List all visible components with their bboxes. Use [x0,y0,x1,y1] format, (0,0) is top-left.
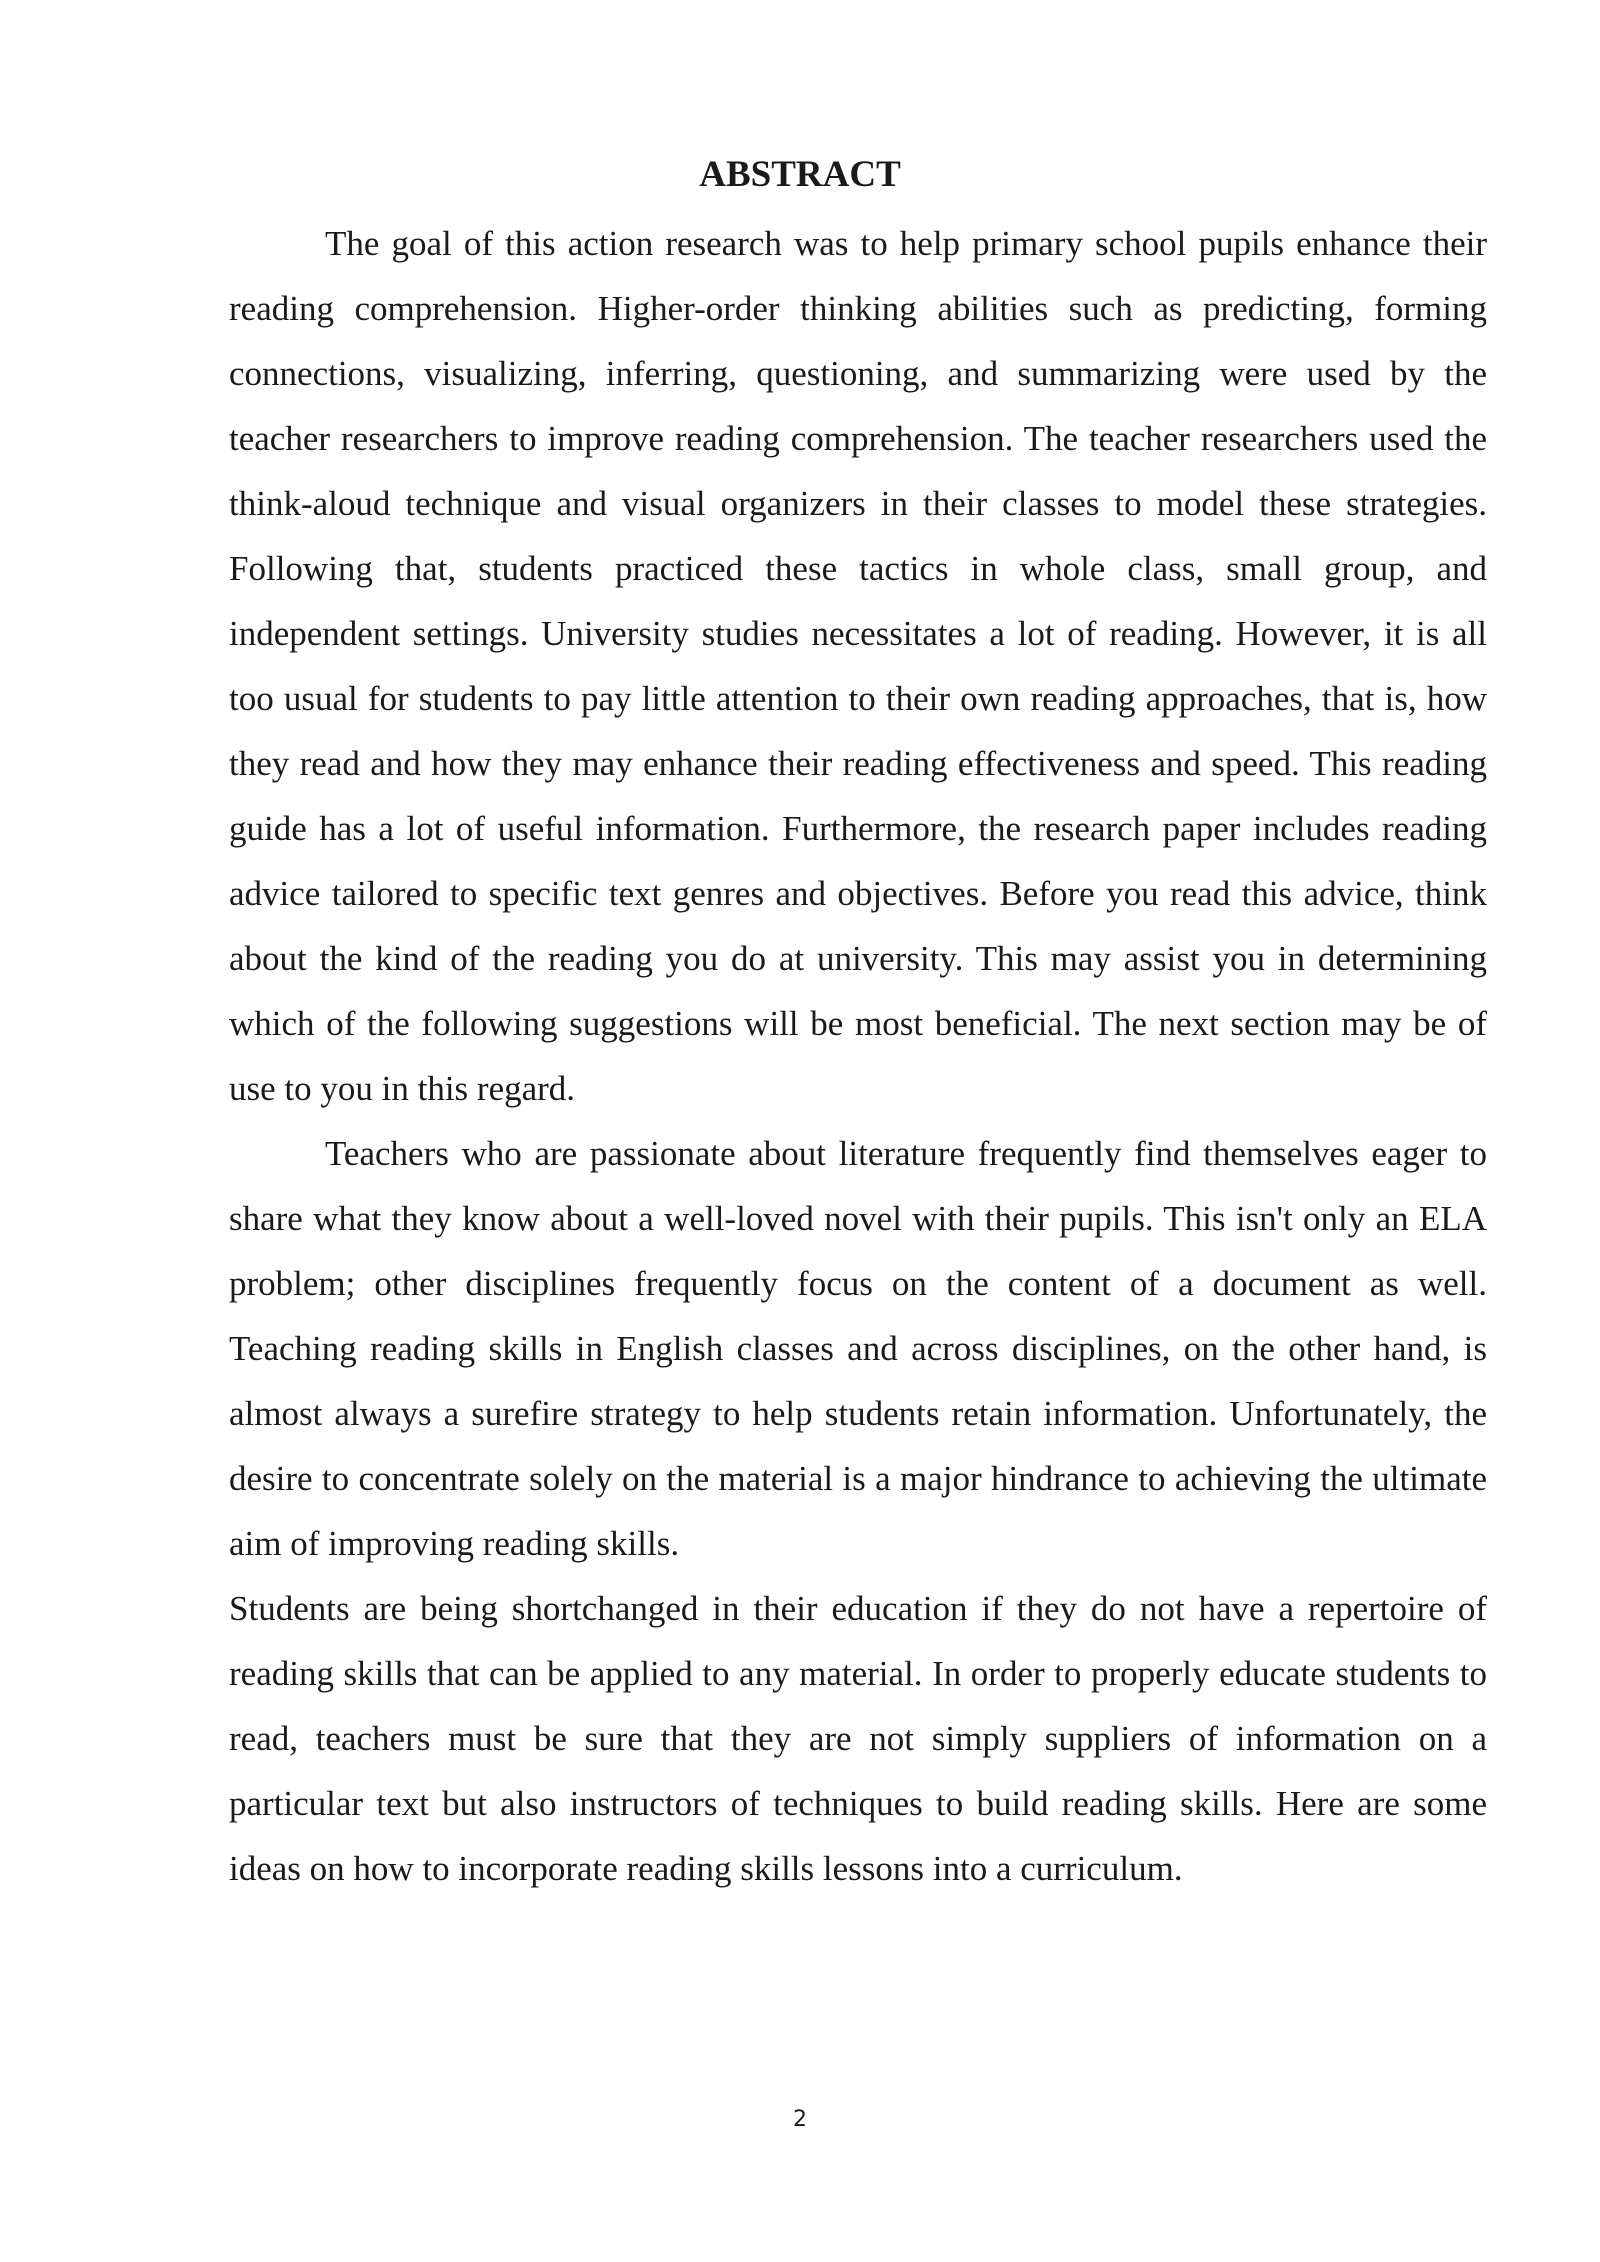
paragraph-3: Students are being shortchanged in their education if they do not have a repertoire of reading skills that can be applied to any material. In order to properly educate students to read, teachers must be sure that they are not simply suppliers of information on a particular text but also instructors of techniques to build reading skills. Here are some ideas on how to incorporate reading skills lessons into a curriculum. [229,1589,1487,1888]
page-number: 2 [793,2107,807,2132]
abstract-title: ABSTRACT [699,154,901,195]
abstract-body [229,211,1487,1901]
paragraph-2: Teachers who are passionate about literature frequently find themselves eager to share what they know about a well-loved novel with their pupils. This isn't only an ELA problem; other disciplines frequently focus on the content of a document as well. Teaching reading skills in English classes and across disciplines, on the other hand, is almost always a surefire strategy to help students retain information. Unfortunately, the desire to concentrate solely on the material is a major hindrance to achieving the ultimate aim of improving reading skills. [229,1134,1487,1563]
paragraph-1: The goal of this action research was to help primary school pupils enhance their reading comprehension. Higher-order thinking abilities such as predicting, forming connections, visualizing, inferring, questioning, and summarizing were used by the teacher researchers to improve reading comprehension. The teacher researchers used the think-aloud technique and visual organizers in their classes to model these strategies. Following that, students practiced these tactics in whole class, small group, and independent settings. University studies necessitates a lot of reading. However, it is all too usual for students to pay little attention to their own reading approaches, that is, how they read and how they may enhance their reading effectiveness and speed. This reading guide has a lot of useful information. Furthermore, the research paper includes reading advice tailored to specific text genres and objectives. Before you read this advice, think about the kind of the reading you do at university. This may assist you in determining which of the following suggestions will be most beneficial. The next section may be of use to you in this regard. [229,224,1487,1108]
